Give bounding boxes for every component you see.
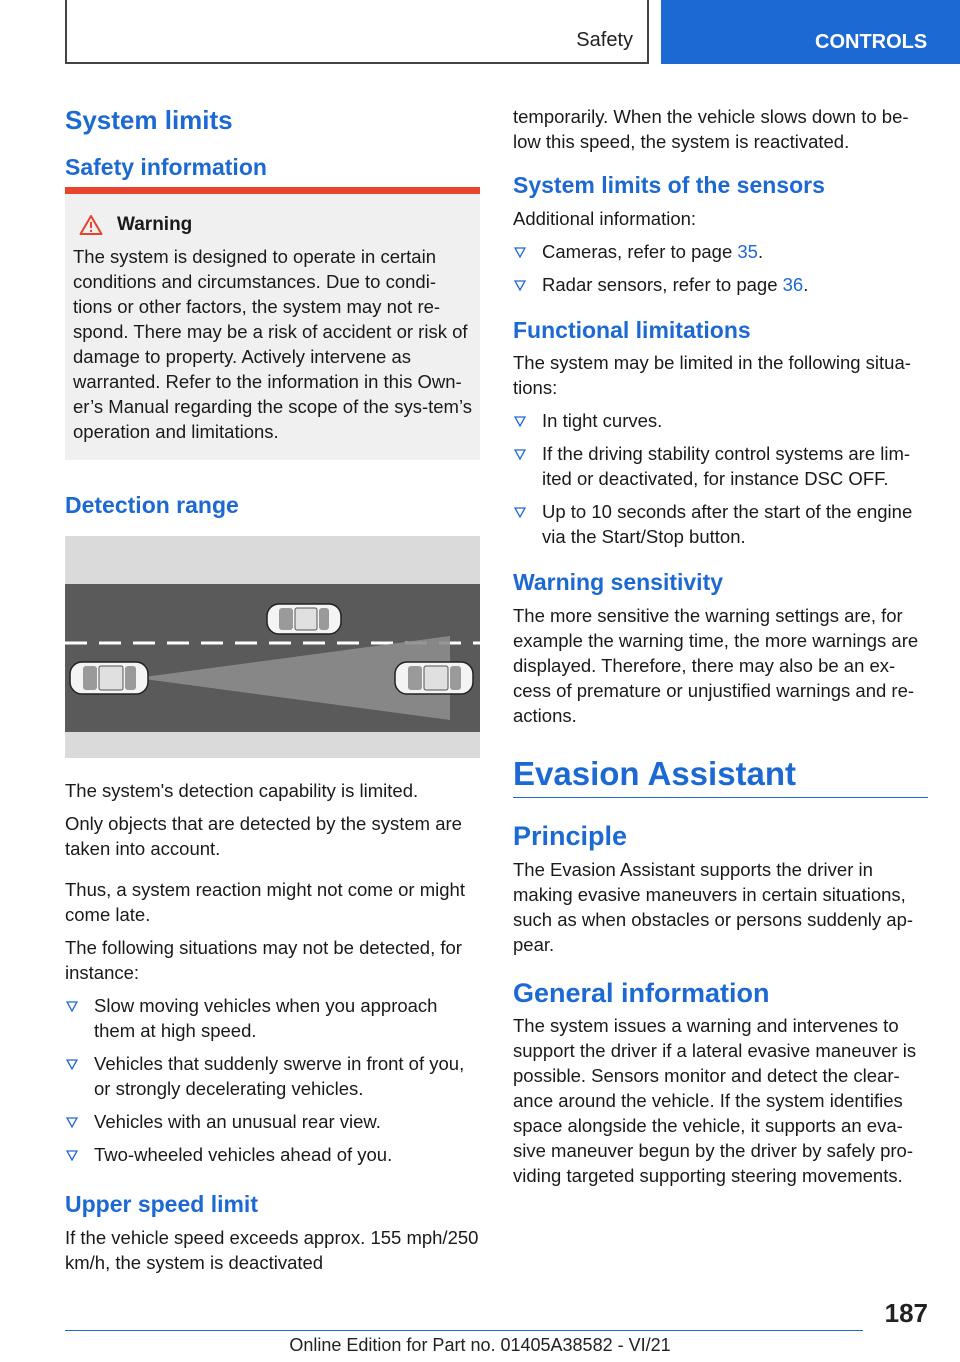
bullet-triangle-icon [514,247,526,258]
detection-range-illustration [65,536,480,758]
functional-text: The system may be limited in the following situa-tions: [513,352,911,399]
bullet-triangle-icon [514,416,526,427]
list-item [65,1142,480,1167]
heading-upper-speed-limit: Upper speed limit [65,1191,258,1218]
list-item-text: Up to 10 seconds after the start of the engine via the Start/Stop button. [542,501,913,548]
heading-system-limits: System limits [65,105,233,135]
list-item-text: Cameras, refer to page [542,240,738,262]
list-item-text: Radar sensors, refer to page [542,273,783,295]
footer-rule [65,1330,863,1331]
detection-paragraph-2: Only objects that are detected by the system are taken into account. [65,813,462,860]
list-item [513,408,928,433]
general-text: The system issues a warning and intervenes to support the driver if a lateral evasive maneuver is possible. Sensors monitor and detect the clear-ance around the vehicle. If the system identifies space alongside the vehicle, it supports an eva-sive maneuver begun by the driver by safely pro-viding targeted supporting steering movements. [513,1015,917,1187]
list-item [513,272,928,297]
sensitivity-text: The more sensitive the warning settings are, for example the warning time, the more warnings are displayed. Therefore, there may also be an ex-cess of premature or unjustified warnings and re-actions. [513,604,919,726]
bullet-triangle-icon [514,280,526,291]
footer-edition-text: Online Edition for Part no. 01405A38582 - VI/21 [289,1335,671,1355]
heading-general-information: General information [513,977,770,1008]
car-left-own-vehicle [70,662,148,694]
warning-text: The system is designed to operate in certain conditions and circumstances. Due to condi-tions or other factors, the system may not re-spond. There may be a risk of accident or risk of damage to property. Actively intervene as warranted. Refer to the information in this Own-er’s Manual regarding the scope of the sys-tem’s operation and limitations. [73,246,472,443]
list-item-end: . [803,273,809,295]
heading-functional-limitations: Functional limitations [513,316,751,343]
list-item [513,499,928,549]
list-item [65,993,480,1043]
detection-paragraph-3: Thus, a system reaction might not come or might come late. [65,879,465,926]
list-item-end: . [757,240,764,262]
warning-box [65,187,480,460]
header-section-box [65,0,649,64]
bullet-triangle-icon [514,507,526,518]
warning-triangle-icon [79,214,103,236]
heading-system-limits-sensors: System limits of the sensors [513,172,825,198]
undetected-situations-list [65,993,480,1167]
heading-principle: Principle [513,821,628,852]
heading-evasion-assistant: Evasion Assistant [513,754,797,792]
functional-limitations-list [513,408,928,549]
heading-detection-range: Detection range [65,492,239,519]
car-right [395,662,473,694]
bullet-triangle-icon [514,449,526,460]
list-item-text: Slow moving vehicles when you approach them at high speed. [94,995,438,1042]
header-chapter-title: CONTROLS [815,31,928,53]
sensor-reference-list [513,239,928,297]
bullet-triangle-icon [66,1117,78,1128]
continued-text: temporarily. When the vehicle slows down to be-low this speed, the system is reactivated. [513,106,909,152]
warning-title [73,214,472,236]
header-chapter-tab [661,0,960,64]
page-number: 187 [884,1298,928,1328]
list-item-text: Vehicles with an unusual rear view. [94,1111,381,1133]
detection-paragraph-4: The following situations may not be detected, for instance: [65,937,462,984]
header-section-title: Safety [576,29,633,51]
heading-safety-information: Safety information [65,153,267,180]
car-top [267,604,341,634]
list-item-text: Two-wheeled vehicles ahead of you. [94,1144,393,1166]
detection-paragraph-1: The system's detection capability is limited. [65,780,419,802]
warning-title-text: Warning [117,214,193,236]
list-item-text: In tight curves. [542,410,663,432]
bullet-triangle-icon [66,1150,78,1161]
right-column [513,104,928,1196]
left-column [65,96,480,1283]
bullet-triangle-icon [66,1001,78,1012]
list-item [65,1109,480,1134]
principle-text: The Evasion Assistant supports the driver in making evasive maneuvers in certain situations, such as when obstacles or persons suddenly ap-pear. [513,858,914,955]
additional-info-label: Additional information: [513,207,697,229]
list-item [513,441,928,491]
list-item-text: If the driving stability control systems are lim-ited or deactivated, for instance DSC OFF. [542,443,911,490]
heading-warning-sensitivity: Warning sensitivity [513,569,724,596]
list-item-text: Vehicles that suddenly swerve in front of you, or strongly decelerating vehicles. [94,1053,465,1100]
bullet-triangle-icon [66,1059,78,1070]
list-item [65,1051,480,1101]
page-link-radar[interactable]: 36 [782,273,804,295]
page-link-cameras[interactable]: 35 [737,240,758,262]
evasion-assistant-heading-rule [513,754,928,799]
list-item [513,239,928,264]
upper-speed-text: If the vehicle speed exceeds approx. 155 mph/250 km/h, the system is deactivated [65,1226,479,1273]
